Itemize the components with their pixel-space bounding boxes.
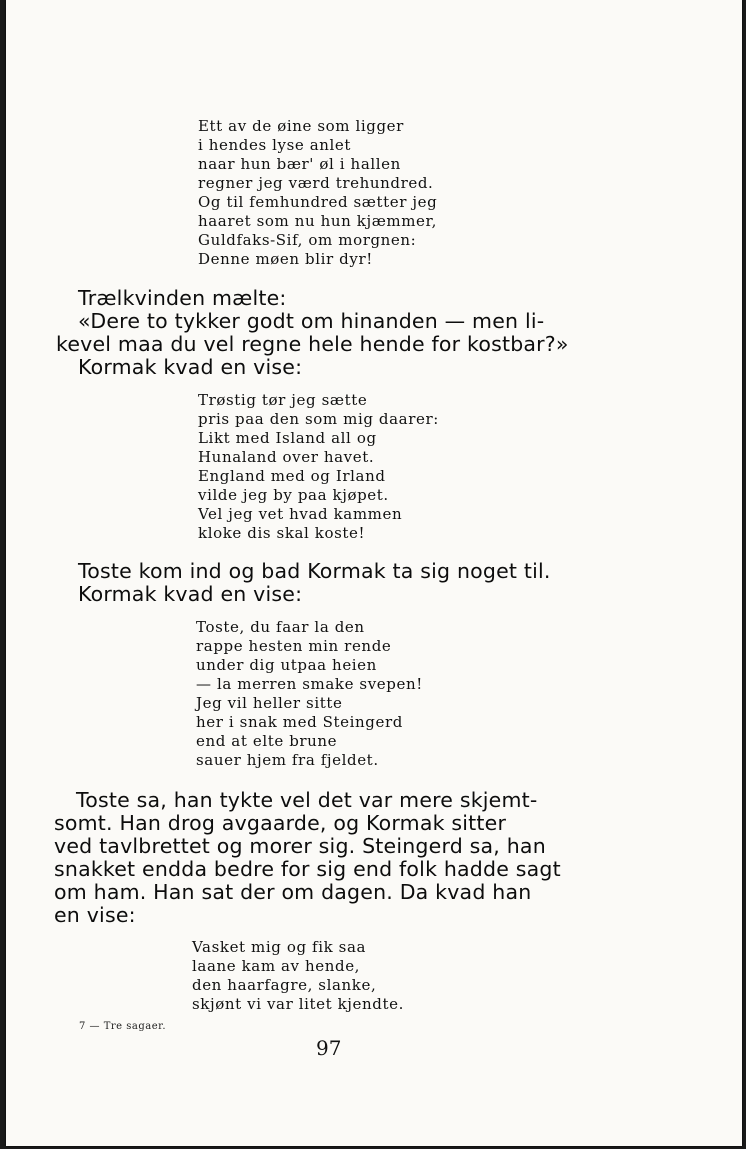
- prose-line: om ham. Han sat der om dagen. Da kvad han: [54, 880, 532, 904]
- prose-line: Trælkvinden mælte:: [78, 286, 287, 310]
- prose-3: [54, 789, 561, 927]
- prose-line: en vise:: [54, 903, 136, 927]
- verse-line: haaret som nu hun kjæmmer,: [198, 212, 438, 230]
- verse-line: den haarfagre, slanke,: [192, 976, 377, 994]
- verse-line: Vel jeg vet hvad kammen: [198, 505, 403, 523]
- verse-line: Denne møen blir dyr!: [198, 250, 373, 268]
- prose-2: [56, 560, 551, 606]
- prose-line: «Dere to tykker godt om hinanden — men li-: [78, 309, 545, 333]
- verse-line: pris paa den som mig daarer:: [198, 410, 439, 428]
- verse-line: Og til femhundred sætter jeg: [198, 193, 438, 211]
- verse-line: England med og Irland: [198, 467, 386, 485]
- prose-line: snakket endda bedre for sig end folk hadde sagt: [54, 857, 561, 881]
- verse-line: Guldfaks-Sif, om morgnen:: [198, 231, 417, 249]
- prose-line: Kormak kvad en vise:: [78, 582, 303, 606]
- prose-line: Toste kom ind og bad Kormak ta sig noget til.: [78, 559, 551, 583]
- prose-line: Toste sa, han tykte vel det var mere skjemt-: [76, 788, 538, 812]
- verse-2: [198, 391, 439, 543]
- verse-line: naar hun bær' øl i hallen: [198, 155, 401, 173]
- prose-line: somt. Han drog avgaarde, og Kormak sitter: [54, 811, 507, 835]
- prose-line: Kormak kvad en vise:: [78, 355, 303, 379]
- verse-1: [198, 117, 437, 269]
- verse-line: end at elte brune: [196, 732, 338, 750]
- verse-line: under dig utpaa heien: [196, 656, 377, 674]
- book-page: [6, 0, 742, 1146]
- verse-line: Toste, du faar la den: [196, 618, 365, 636]
- verse-line: kloke dis skal koste!: [198, 524, 366, 542]
- verse-line: her i snak med Steingerd: [196, 713, 403, 731]
- verse-line: — la merren smake svepen!: [196, 675, 423, 693]
- verse-line: Trøstig tør jeg sætte: [198, 391, 368, 409]
- verse-4: [192, 938, 404, 1014]
- verse-line: Jeg vil heller sitte: [196, 694, 343, 712]
- verse-line: vilde jeg by paa kjøpet.: [198, 486, 389, 504]
- verse-line: i hendes lyse anlet: [198, 136, 352, 154]
- verse-line: Vasket mig og fik saa: [192, 938, 367, 956]
- signature-mark: 7 — Tre sagaer.: [79, 1021, 167, 1032]
- verse-line: Ett av de øine som ligger: [198, 117, 404, 135]
- verse-line: Likt med Island all og: [198, 429, 377, 447]
- prose-line: kevel maa du vel regne hele hende for kostbar?»: [56, 332, 569, 356]
- prose-line: ved tavlbrettet og morer sig. Steingerd sa, han: [54, 834, 546, 858]
- verse-line: skjønt vi var litet kjendte.: [192, 995, 404, 1013]
- verse-line: sauer hjem fra fjeldet.: [196, 751, 379, 769]
- verse-line: regner jeg værd trehundred.: [198, 174, 434, 192]
- verse-line: Hunaland over havet.: [198, 448, 375, 466]
- page-number: 97: [316, 1036, 342, 1060]
- prose-1: [56, 287, 569, 379]
- verse-line: rappe hesten min rende: [196, 637, 392, 655]
- verse-line: laane kam av hende,: [192, 957, 361, 975]
- verse-3: [196, 618, 423, 770]
